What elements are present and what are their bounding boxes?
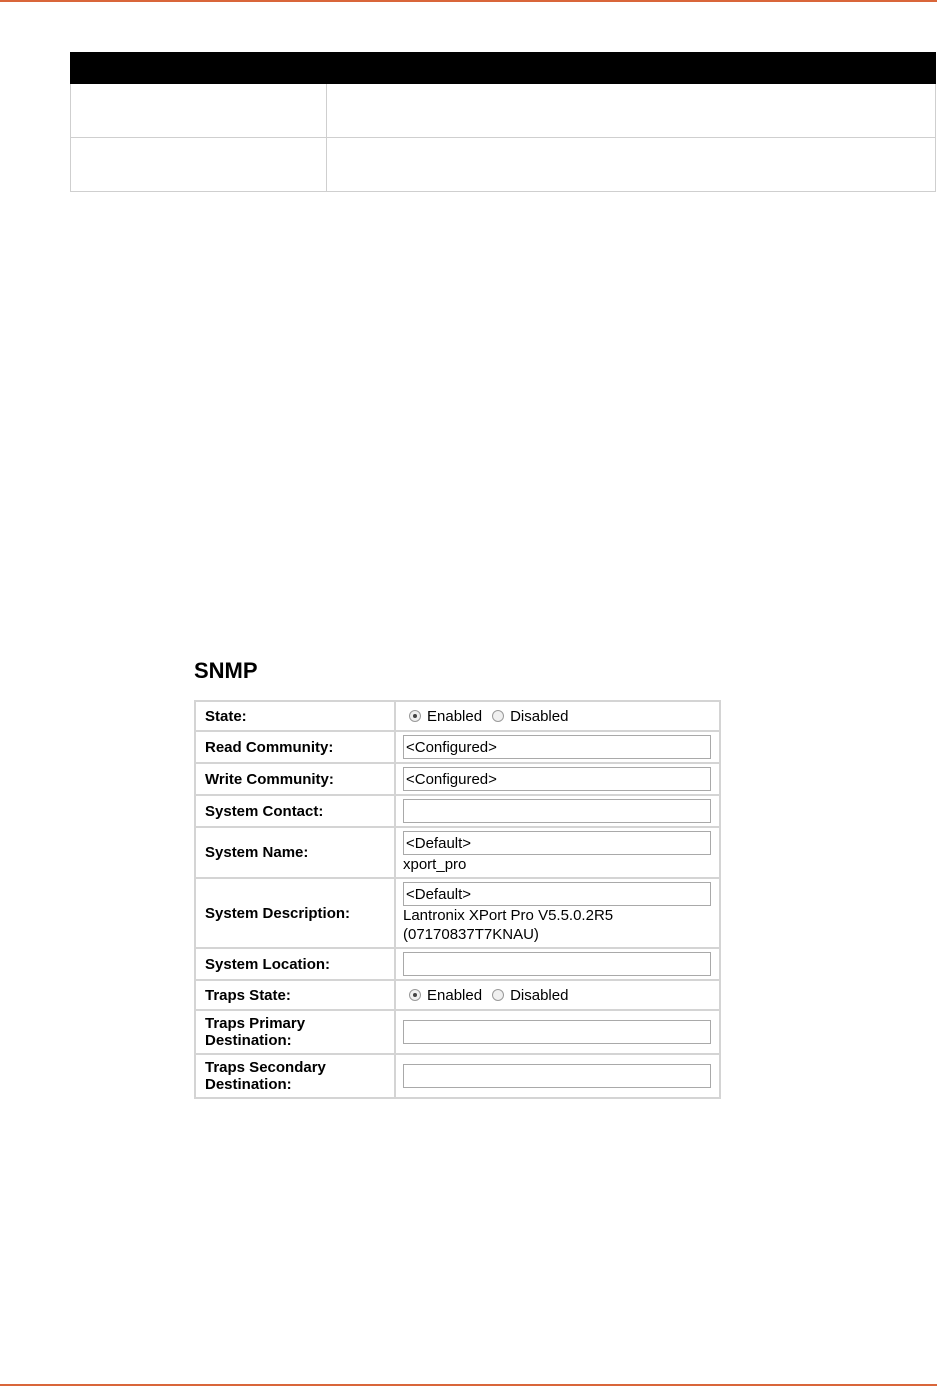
state-disabled-label[interactable]: Disabled bbox=[510, 707, 569, 725]
system-contact-row bbox=[196, 796, 719, 826]
traps-secondary-label-line2: Destination: bbox=[205, 1076, 292, 1093]
traps-primary-label-line2: Destination: bbox=[205, 1032, 292, 1049]
table-row bbox=[71, 84, 936, 138]
reference-cell bbox=[71, 138, 327, 192]
read-community-input[interactable] bbox=[403, 735, 711, 759]
state-disabled-radio[interactable] bbox=[492, 710, 504, 722]
state-radio-group bbox=[403, 708, 712, 725]
system-location-label: System Location: bbox=[196, 949, 394, 979]
system-name-label: System Name: bbox=[196, 828, 394, 877]
system-description-row bbox=[196, 879, 719, 947]
reference-cell bbox=[327, 84, 936, 138]
write-community-input[interactable] bbox=[403, 767, 711, 791]
traps-state-row bbox=[196, 981, 719, 1009]
traps-enabled-radio[interactable] bbox=[409, 989, 421, 1001]
traps-secondary-label bbox=[196, 1055, 394, 1097]
snmp-title: SNMP bbox=[194, 658, 258, 683]
read-community-label: Read Community: bbox=[196, 732, 394, 762]
traps-state-label: Traps State: bbox=[196, 981, 394, 1009]
traps-secondary-row bbox=[196, 1055, 719, 1097]
read-community-row bbox=[196, 732, 719, 762]
top-accent-rule bbox=[0, 0, 937, 2]
write-community-label: Write Community: bbox=[196, 764, 394, 794]
system-description-label: System Description: bbox=[196, 879, 394, 947]
reference-table-header bbox=[71, 53, 936, 84]
system-name-current: xport_pro bbox=[403, 856, 467, 873]
system-description-input[interactable] bbox=[403, 882, 711, 906]
bottom-accent-rule bbox=[0, 1384, 937, 1386]
traps-primary-input[interactable] bbox=[403, 1020, 711, 1044]
state-label: State: bbox=[196, 702, 394, 730]
system-contact-input[interactable] bbox=[403, 799, 711, 823]
traps-primary-row bbox=[196, 1011, 719, 1053]
system-name-row bbox=[196, 828, 719, 877]
system-name-input[interactable] bbox=[403, 831, 711, 855]
traps-disabled-radio[interactable] bbox=[492, 989, 504, 1001]
state-enabled-label[interactable]: Enabled bbox=[427, 707, 483, 725]
system-description-current-line1: Lantronix XPort Pro V5.5.0.2R5 bbox=[403, 907, 614, 924]
system-location-input[interactable] bbox=[403, 952, 711, 976]
traps-secondary-input[interactable] bbox=[403, 1064, 711, 1088]
traps-disabled-label[interactable]: Disabled bbox=[510, 986, 569, 1004]
reference-cell bbox=[327, 138, 936, 192]
reference-cell bbox=[71, 84, 327, 138]
snmp-settings-table bbox=[194, 700, 721, 1099]
traps-primary-label-line1: Traps Primary bbox=[205, 1015, 306, 1032]
reference-table bbox=[70, 52, 936, 192]
write-community-row bbox=[196, 764, 719, 794]
system-location-row bbox=[196, 949, 719, 979]
system-description-current-line2: (07170837T7KNAU) bbox=[403, 926, 539, 943]
reference-header-cell-2 bbox=[327, 53, 936, 84]
system-contact-label: System Contact: bbox=[196, 796, 394, 826]
traps-enabled-label[interactable]: Enabled bbox=[427, 986, 483, 1004]
state-enabled-radio[interactable] bbox=[409, 710, 421, 722]
state-row bbox=[196, 702, 719, 730]
reference-header-cell-1 bbox=[71, 53, 327, 84]
traps-primary-label bbox=[196, 1011, 394, 1053]
traps-state-radio-group bbox=[403, 987, 712, 1004]
traps-secondary-label-line1: Traps Secondary bbox=[205, 1059, 326, 1076]
table-row bbox=[71, 138, 936, 192]
